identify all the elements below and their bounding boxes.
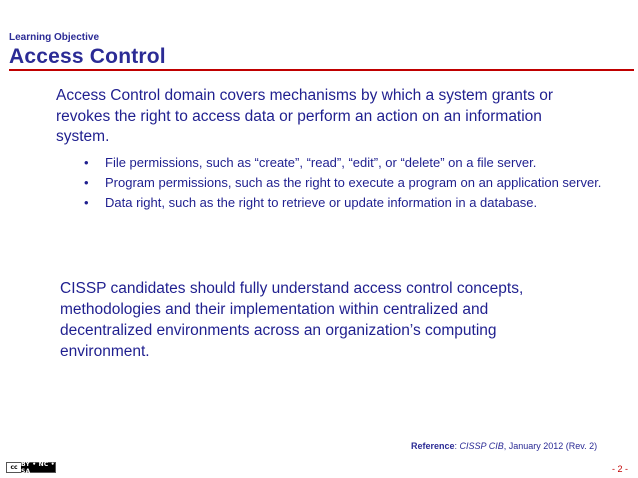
examples-list: [84, 154, 604, 214]
creative-commons-icon: cc: [7, 463, 21, 472]
page-number: - 2 -: [611, 464, 628, 474]
summary-paragraph: CISSP candidates should fully understand access control concepts, methodologies and their implementation within centralized and decentralized environments across an organization’s computing environment.: [60, 280, 524, 360]
intro-paragraph: Access Control domain covers mechanisms by which a system grants or revokes the right to access data or perform an action on an information system.: [56, 87, 554, 145]
list-item: [84, 194, 604, 211]
reference-separator: :: [454, 441, 460, 451]
list-item: [84, 154, 604, 171]
slide-kicker: Learning Objective: [9, 32, 100, 43]
title-divider: [9, 69, 634, 71]
reference-detail: , January 2012 (Rev. 2): [503, 441, 598, 451]
reference-label: Reference: [411, 441, 455, 451]
list-item-text: Data right, such as the right to retrieve or update information in a database.: [105, 195, 538, 210]
license-terms: BY • NC • SA: [21, 460, 55, 475]
reference-source: CISSP CIB: [459, 441, 504, 451]
bullet-icon: •: [84, 195, 89, 210]
reference-note: [411, 441, 597, 451]
slide-title: Access Control: [9, 45, 166, 68]
bullet-icon: •: [84, 155, 89, 170]
list-item-text: Program permissions, such as the right to execute a program on an application server.: [105, 175, 602, 190]
license-badge[interactable]: [6, 462, 56, 473]
list-item: [84, 174, 604, 191]
list-item-text: File permissions, such as “create”, “read”, “edit”, or “delete” on a file server.: [105, 155, 537, 170]
bullet-icon: •: [84, 175, 89, 190]
